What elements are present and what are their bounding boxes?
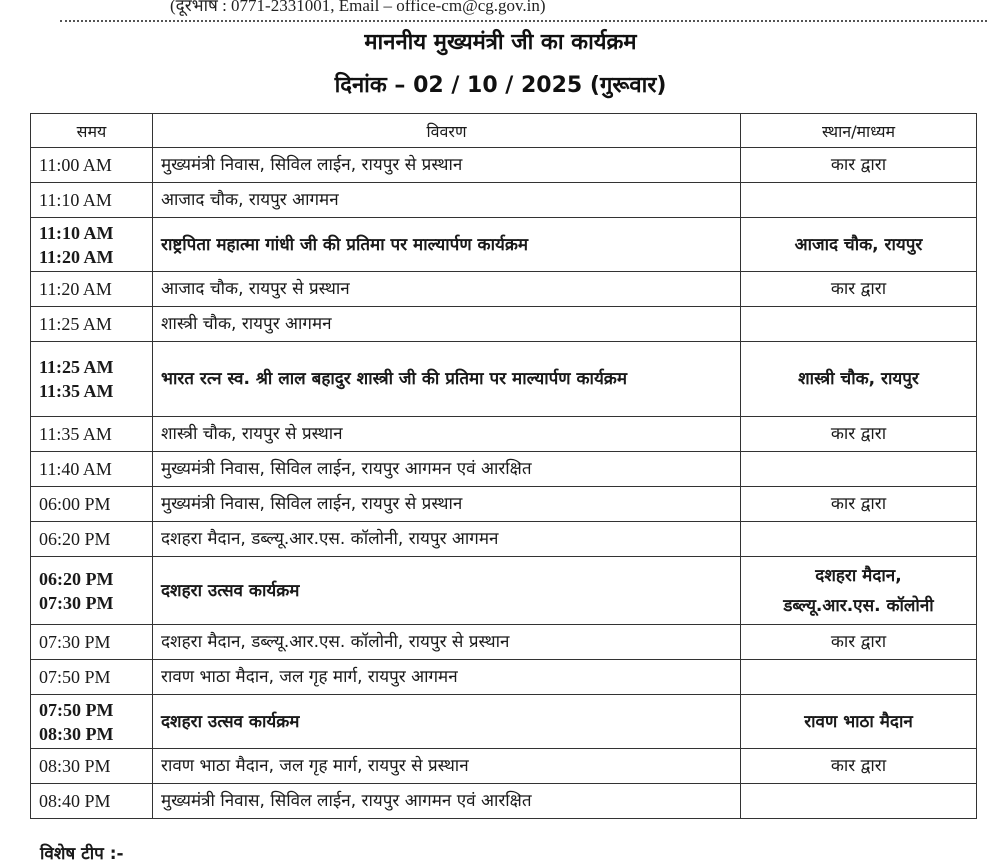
description-cell: शास्त्री चौक, रायपुर से प्रस्थान [153, 417, 741, 452]
place-text: कार द्वारा [830, 279, 887, 299]
place-text: रावण भाठा मैदान [804, 711, 913, 732]
time-cell [31, 557, 153, 625]
description-cell: रावण भाठा मैदान, जल गृह मार्ग, रायपुर आगमन [153, 660, 741, 695]
place-text: कार द्वारा [830, 632, 887, 652]
time-cell [31, 660, 153, 695]
table-row [31, 487, 977, 522]
place-cell [741, 625, 977, 660]
description-cell: मुख्यमंत्री निवास, सिविल लाईन, रायपुर से प्रस्थान [153, 487, 741, 522]
time-cell [31, 522, 153, 557]
time-start: 06:20 PM [39, 529, 111, 549]
place-text: कार द्वारा [830, 756, 887, 776]
schedule-table [30, 113, 977, 819]
contact-line: (दूरभाष : 0771-2331001, Email – office-cm@cg.gov.in) [170, 0, 546, 15]
time-cell [31, 417, 153, 452]
table-row [31, 417, 977, 452]
table-row [31, 522, 977, 557]
time-cell [31, 452, 153, 487]
date-line: दिनांक – 02 / 10 / 2025 (गुरूवार) [334, 73, 667, 98]
time-start: 11:00 AM [39, 155, 112, 175]
time-end: 11:35 AM [39, 381, 114, 401]
page-title: माननीय मुख्यमंत्री जी का कार्यक्रम [364, 30, 637, 55]
time-start: 08:30 PM [39, 756, 111, 776]
table-row [31, 452, 977, 487]
place-cell [741, 342, 977, 417]
time-start: 11:10 AM [39, 190, 112, 210]
place-cell [741, 417, 977, 452]
time-start: 11:40 AM [39, 459, 112, 479]
special-note-label: विशेष टीप :- [40, 844, 124, 864]
place-cell [741, 452, 977, 487]
time-start: 11:35 AM [39, 424, 112, 444]
schedule-body [31, 148, 977, 819]
place-cell [741, 557, 977, 625]
description-cell: भारत रत्न स्व. श्री लाल बहादुर शास्त्री जी की प्रतिमा पर माल्यार्पण कार्यक्रम [153, 342, 741, 417]
column-header-time: समय [31, 114, 153, 148]
place-cell [741, 272, 977, 307]
description-cell: दशहरा उत्सव कार्यक्रम [153, 557, 741, 625]
place-cell [741, 660, 977, 695]
table-row [31, 625, 977, 660]
time-start: 08:40 PM [39, 791, 111, 811]
column-header-description: विवरण [153, 114, 741, 148]
time-start: 11:10 AM [39, 222, 114, 243]
table-row [31, 557, 977, 625]
place-cell [741, 307, 977, 342]
place-text: कार द्वारा [830, 155, 887, 175]
time-cell [31, 784, 153, 819]
place-cell [741, 218, 977, 272]
table-row [31, 307, 977, 342]
description-cell: मुख्यमंत्री निवास, सिविल लाईन, रायपुर आगमन एवं आरक्षित [153, 452, 741, 487]
time-cell [31, 183, 153, 218]
time-start: 07:50 PM [39, 699, 114, 720]
place-cell [741, 749, 977, 784]
time-cell [31, 749, 153, 784]
time-cell [31, 487, 153, 522]
table-row [31, 695, 977, 749]
place-cell [741, 522, 977, 557]
place-text: कार द्वारा [830, 424, 887, 444]
description-cell: राष्ट्रपिता महात्मा गांधी जी की प्रतिमा पर माल्यार्पण कार्यक्रम [153, 218, 741, 272]
time-end: 11:20 AM [39, 246, 114, 267]
place-cell [741, 487, 977, 522]
table-row [31, 784, 977, 819]
time-start: 11:25 AM [39, 357, 114, 377]
table-row [31, 218, 977, 272]
time-cell [31, 272, 153, 307]
time-start: 06:00 PM [39, 494, 111, 514]
description-cell: मुख्यमंत्री निवास, सिविल लाईन, रायपुर से प्रस्थान [153, 148, 741, 183]
place-cell [741, 695, 977, 749]
time-cell [31, 695, 153, 749]
time-start: 06:20 PM [39, 568, 114, 589]
table-row [31, 660, 977, 695]
description-cell: आजाद चौक, रायपुर आगमन [153, 183, 741, 218]
place-cell [741, 784, 977, 819]
description-cell: दशहरा मैदान, डब्ल्यू.आर.एस. कॉलोनी, रायपुर से प्रस्थान [153, 625, 741, 660]
column-header-place: स्थान/माध्यम [741, 114, 977, 148]
table-row [31, 272, 977, 307]
description-cell: मुख्यमंत्री निवास, सिविल लाईन, रायपुर आगमन एवं आरक्षित [153, 784, 741, 819]
place-text: शास्त्री चौक, रायपुर [798, 369, 919, 389]
time-start: 07:50 PM [39, 667, 111, 687]
time-cell [31, 307, 153, 342]
time-cell [31, 148, 153, 183]
place-text: दशहरा मैदान, [815, 565, 902, 586]
description-cell: दशहरा उत्सव कार्यक्रम [153, 695, 741, 749]
place-text: आजाद चौक, रायपुर [794, 234, 923, 255]
place-text-line-2: डब्ल्यू.आर.एस. कॉलोनी [783, 595, 934, 616]
time-start: 11:25 AM [39, 314, 112, 334]
time-cell [31, 342, 153, 417]
table-row [31, 749, 977, 784]
time-cell [31, 625, 153, 660]
table-header-row [31, 114, 977, 148]
time-start: 11:20 AM [39, 279, 112, 299]
place-text: कार द्वारा [830, 494, 887, 514]
header-divider [60, 20, 987, 22]
table-row [31, 342, 977, 417]
description-cell: शास्त्री चौक, रायपुर आगमन [153, 307, 741, 342]
table-row [31, 183, 977, 218]
time-end: 07:30 PM [39, 592, 114, 613]
place-cell [741, 148, 977, 183]
time-end: 08:30 PM [39, 723, 114, 744]
description-cell: दशहरा मैदान, डब्ल्यू.आर.एस. कॉलोनी, रायपुर आगमन [153, 522, 741, 557]
description-cell: रावण भाठा मैदान, जल गृह मार्ग, रायपुर से प्रस्थान [153, 749, 741, 784]
time-start: 07:30 PM [39, 632, 111, 652]
table-row [31, 148, 977, 183]
time-cell [31, 218, 153, 272]
description-cell: आजाद चौक, रायपुर से प्रस्थान [153, 272, 741, 307]
place-cell [741, 183, 977, 218]
